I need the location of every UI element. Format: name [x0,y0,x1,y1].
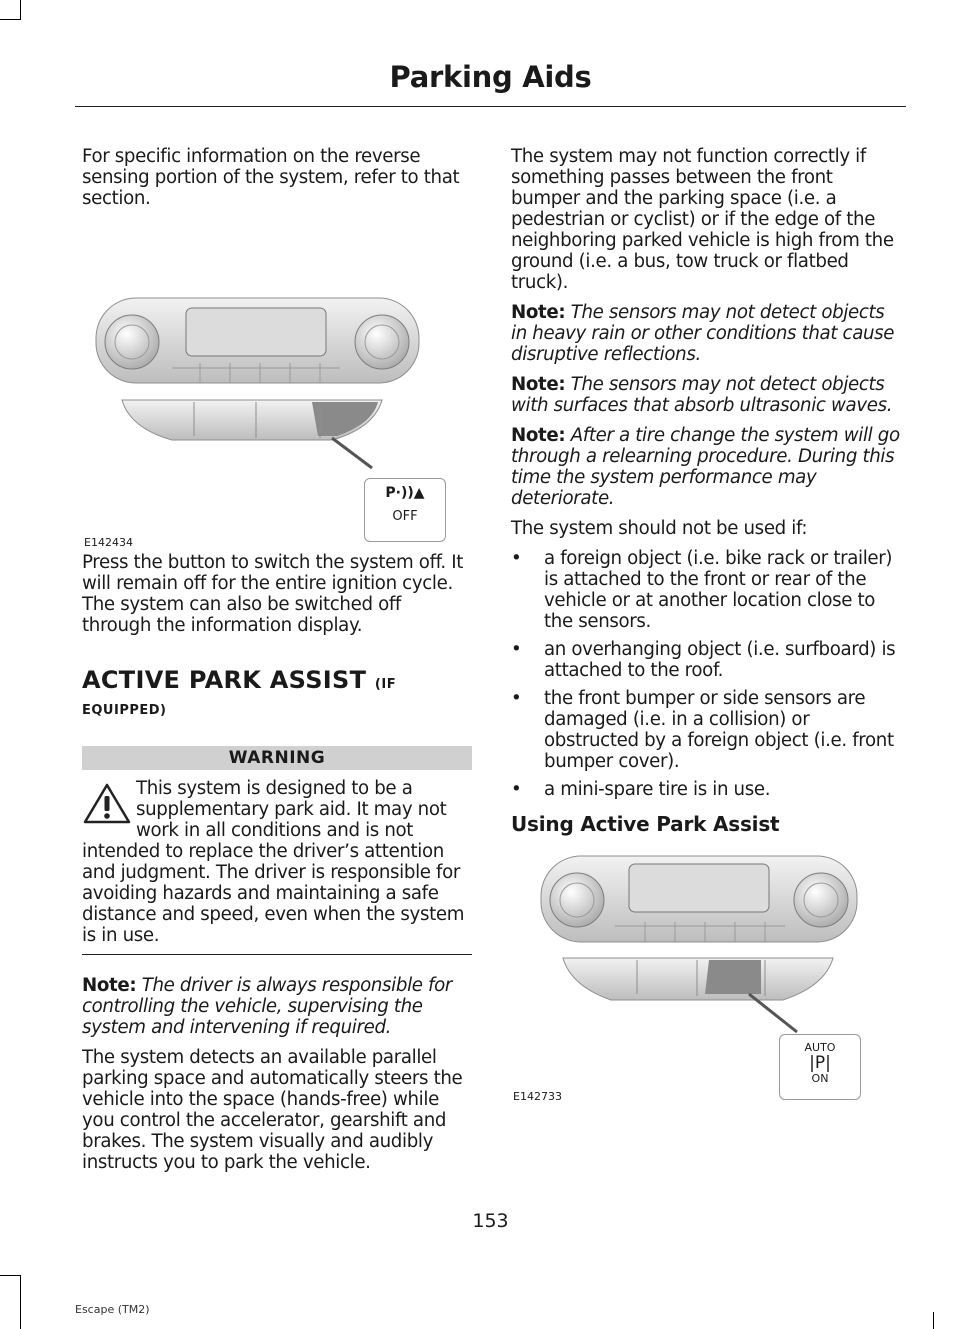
list-item-text: a foreign object (i.e. bike rack or trailer) is attached to the front or rear of the vehicle or at another location close to the sensors. [544,548,893,632]
footer-text: Escape (TM2) [75,1303,150,1316]
page-number: 153 [472,1210,509,1232]
section-title-line2: EQUIPPED) [82,703,167,718]
console-illustration [82,218,472,488]
note-paragraph [511,374,903,416]
should-not-paragraph: The system should not be used if: [511,518,808,539]
crop-mark [0,1275,20,1276]
note-label: Note: [511,425,566,446]
intro-paragraph: For specific information on the reverse sensing portion of the system, refer to that section. [82,146,460,209]
detects-paragraph: The system detects an available parallel parking space and automatically steers the vehicle into the space (hands-free) while you control the accelerator, gearshift and brakes. The system visually and audibly instructs you to park the vehicle. [82,1047,463,1173]
bullet: • [511,688,522,709]
list-item [511,688,903,772]
note-text: The sensors may not detect objects in heavy rain or other conditions that cause disruptive reflections. [511,302,895,365]
warning-text: This system is designed to be a supplementary park aid. It may not work in all conditions and is not intended to replace the driver’s attention and judgment. The driver is responsible for avoiding hazards and maintaining a safe distance and speed, even when the system is in use. [82,778,465,946]
section-title-suffix: (IF [374,677,397,692]
auto-label: AUTO [804,1041,836,1054]
park-assist-on-callout [779,1034,861,1100]
bullet: • [511,779,522,800]
figure-park-assist-on [511,836,903,1111]
left-column [82,146,472,1182]
figure-park-aid-off [82,218,472,549]
figure-code: E142733 [513,1090,562,1103]
warning-triangle-icon [82,782,132,826]
off-label: OFF [392,509,418,524]
crop-mark [20,1275,21,1329]
crop-mark [933,1312,934,1329]
crop-mark [0,19,20,20]
function-paragraph: The system may not function correctly if something passes between the front bumper and the parking space (i.e. a pedestrian or cyclist) or if the edge of the neighboring parked vehicle is high from the ground (i.e. a bus, tow truck or flatbed truck). [511,146,894,293]
note-paragraph [511,302,903,365]
crop-mark [20,0,21,20]
list-item [511,639,903,681]
title-rule [75,106,906,107]
list-item [511,548,903,632]
note-label: Note: [511,302,566,323]
press-paragraph: Press the button to switch the system off. It will remain off for the entire ignition cycle. The system can also be switched off through the information display. [82,552,464,636]
note-text: The sensors may not detect objects with surfaces that absorb ultrasonic waves. [511,374,893,416]
list-item [511,779,903,800]
subheading: Using Active Park Assist [511,812,780,836]
right-column [511,146,903,1111]
section-title: ACTIVE PARK ASSIST [82,666,367,694]
park-aid-icon: P·))▲ [385,485,425,501]
note-text: The driver is always responsible for controlling the vehicle, supervising the system and intervening if required. [82,975,453,1038]
figure-code: E142434 [84,536,133,549]
note-paragraph [511,425,903,509]
note-paragraph [82,975,472,1038]
conditions-list [511,548,903,800]
note-text: After a tire change the system will go through a relearning procedure. During this time the system performance may deteriorate. [511,425,900,509]
list-item-text: a mini-spare tire is in use. [544,779,771,800]
page-title: Parking Aids [389,60,592,94]
park-aid-off-callout [364,478,446,542]
note-label: Note: [82,975,137,996]
on-label: ON [811,1072,829,1085]
list-item-text: the front bumper or side sensors are damaged (i.e. in a collision) or obstructed by a foreign object (i.e. front bumper cover). [544,688,894,772]
note-label: Note: [511,374,566,395]
bullet: • [511,548,522,569]
section-heading [82,666,472,699]
warning-heading: WARNING [82,746,472,770]
list-item-text: an overhanging object (i.e. surfboard) is attached to the roof. [544,639,896,681]
park-assist-icon: |P| [809,1053,831,1073]
bullet: • [511,639,522,660]
warning-box [82,778,472,955]
